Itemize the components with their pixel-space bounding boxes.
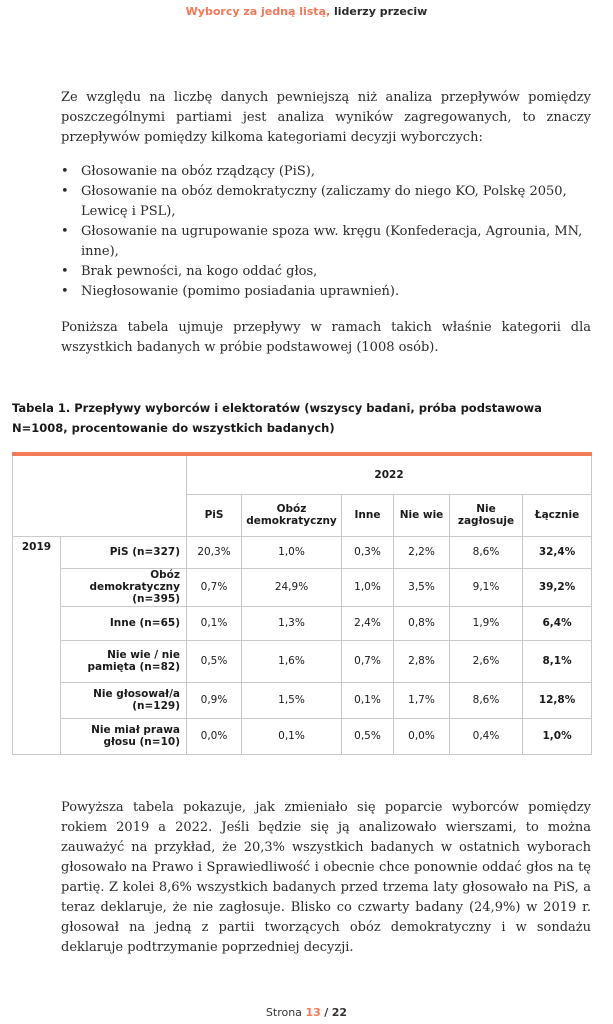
table-cell: 0,1% — [242, 718, 342, 754]
page-separator: / — [324, 1006, 329, 1019]
table-row — [13, 606, 592, 640]
table-cell: 0,5% — [342, 718, 394, 754]
total-cell: 12,8% — [523, 682, 592, 718]
page-label: Strona — [265, 1006, 302, 1019]
current-page-number: 13 — [305, 1006, 321, 1019]
list-item: • Niegłosowanie (pomimo posiadania uprawnień). — [61, 282, 591, 302]
post-table-paragraph: Powyższa tabela pokazuje, jak zmieniało się poparcie wyborców pomiędzy rokiem 2019 a 2022. Jeśli będzie się ją analizowało wierszami, to można zauważyć na przykład, że 20,3% wszystkich badanych w ostatnich wyborach głosowało na Prawo i Sprawiedliwość i obecnie chce ponownie oddać głos na tę partię. Z kolei 8,6% wszystkich badanych przed trzema laty głosowało na PiS, a teraz deklaruje, że nie zagłosuje. Blisko co czwarty badany (24,9%) w 2019 r. głosował na jedną z partii tworzących obóz demokratyczny i w sondażu deklaruje podtrzymanie poprzedniej decyzji. — [61, 800, 591, 955]
row-label: Nie wie / nie pamięta (n=82) — [61, 640, 187, 682]
table-cell: 0,0% — [187, 718, 242, 754]
total-cell: 39,2% — [523, 568, 592, 606]
total-cell: 8,1% — [523, 640, 592, 682]
column-header: Obóz demokratyczny — [242, 494, 342, 536]
list-item: • Brak pewności, na kogo oddać głos, — [61, 262, 591, 282]
table-caption: Tabela 1. Przepływy wyborców i elektoratów (wszyscy badani, próba podstawowa N=1008, procentowanie do wszystkich badanych) — [12, 401, 542, 435]
column-header: PiS — [187, 494, 242, 536]
table-cell: 2,8% — [394, 640, 450, 682]
header-title-accent: Wyborcy za jedną listą, — [185, 5, 331, 18]
row-label: Obóz demokratyczny (n=395) — [61, 568, 187, 606]
total-cell: 32,4% — [523, 536, 592, 568]
table-cell: 2,4% — [342, 606, 394, 640]
table-cell: 2,2% — [394, 536, 450, 568]
year-2019-header: 2019 — [13, 536, 61, 754]
row-label: Inne (n=65) — [61, 606, 187, 640]
table-row — [13, 718, 592, 754]
table-cell: 1,3% — [242, 606, 342, 640]
total-cell: 6,4% — [523, 606, 592, 640]
table-cell: 0,5% — [187, 640, 242, 682]
category-list — [61, 162, 591, 302]
table-cell: 8,6% — [450, 682, 523, 718]
table-row — [13, 568, 592, 606]
page-footer — [0, 1006, 613, 1019]
list-item: • Głosowanie na obóz rządzący (PiS), — [61, 162, 591, 182]
table-cell: 3,5% — [394, 568, 450, 606]
row-label: Nie głosował/a (n=129) — [61, 682, 187, 718]
table-row — [13, 640, 592, 682]
table-cell: 8,6% — [450, 536, 523, 568]
row-label: PiS (n=327) — [61, 536, 187, 568]
voter-flow-table — [12, 452, 592, 755]
table-row — [13, 536, 592, 568]
column-header: Inne — [342, 494, 394, 536]
table-cell: 0,4% — [450, 718, 523, 754]
list-item: • Głosowanie na ugrupowanie spoza ww. kręgu (Konfederacja, Agrounia, MN, inne), — [61, 222, 591, 262]
table-cell: 1,6% — [242, 640, 342, 682]
header-title-dark: liderzy przeciw — [334, 5, 428, 18]
table-cell: 9,1% — [450, 568, 523, 606]
intro-paragraph: Ze względu na liczbę danych pewniejszą niż analiza przepływów pomiędzy poszczególnymi partiami jest analiza wyników zagregowanych, to znaczy przepływów pomiędzy kilkoma kategoriami decyzji wyborczych: — [61, 90, 591, 145]
table-cell: 0,9% — [187, 682, 242, 718]
table-cell: 0,7% — [342, 640, 394, 682]
table-cell: 1,5% — [242, 682, 342, 718]
table-row — [13, 682, 592, 718]
year-2022-header: 2022 — [187, 454, 592, 494]
table-cell: 1,7% — [394, 682, 450, 718]
list-item: • Głosowanie na obóz demokratyczny (zaliczamy do niego KO, Polskę 2050, Lewicę i PSL), — [61, 182, 591, 222]
table-cell: 1,9% — [450, 606, 523, 640]
row-label: Nie miał prawa głosu (n=10) — [61, 718, 187, 754]
table-cell: 2,6% — [450, 640, 523, 682]
table-cell: 0,3% — [342, 536, 394, 568]
table-cell: 1,0% — [242, 536, 342, 568]
running-header — [0, 5, 613, 18]
table-cell: 0,1% — [342, 682, 394, 718]
table-cell: 0,1% — [187, 606, 242, 640]
table-cell: 1,0% — [342, 568, 394, 606]
table-cell: 0,7% — [187, 568, 242, 606]
total-cell: 1,0% — [523, 718, 592, 754]
table-cell: 0,8% — [394, 606, 450, 640]
column-header: Łącznie — [523, 494, 592, 536]
table-corner-cell — [13, 454, 187, 536]
column-header: Nie wie — [394, 494, 450, 536]
total-pages: 22 — [331, 1006, 348, 1019]
table-cell: 0,0% — [394, 718, 450, 754]
pre-table-paragraph: Poniższa tabela ujmuje przepływy w ramach takich właśnie kategorii dla wszystkich badanych w próbie podstawowej (1008 osób). — [61, 320, 591, 355]
table-cell: 24,9% — [242, 568, 342, 606]
table-cell: 20,3% — [187, 536, 242, 568]
column-header: Nie zagłosuje — [450, 494, 523, 536]
